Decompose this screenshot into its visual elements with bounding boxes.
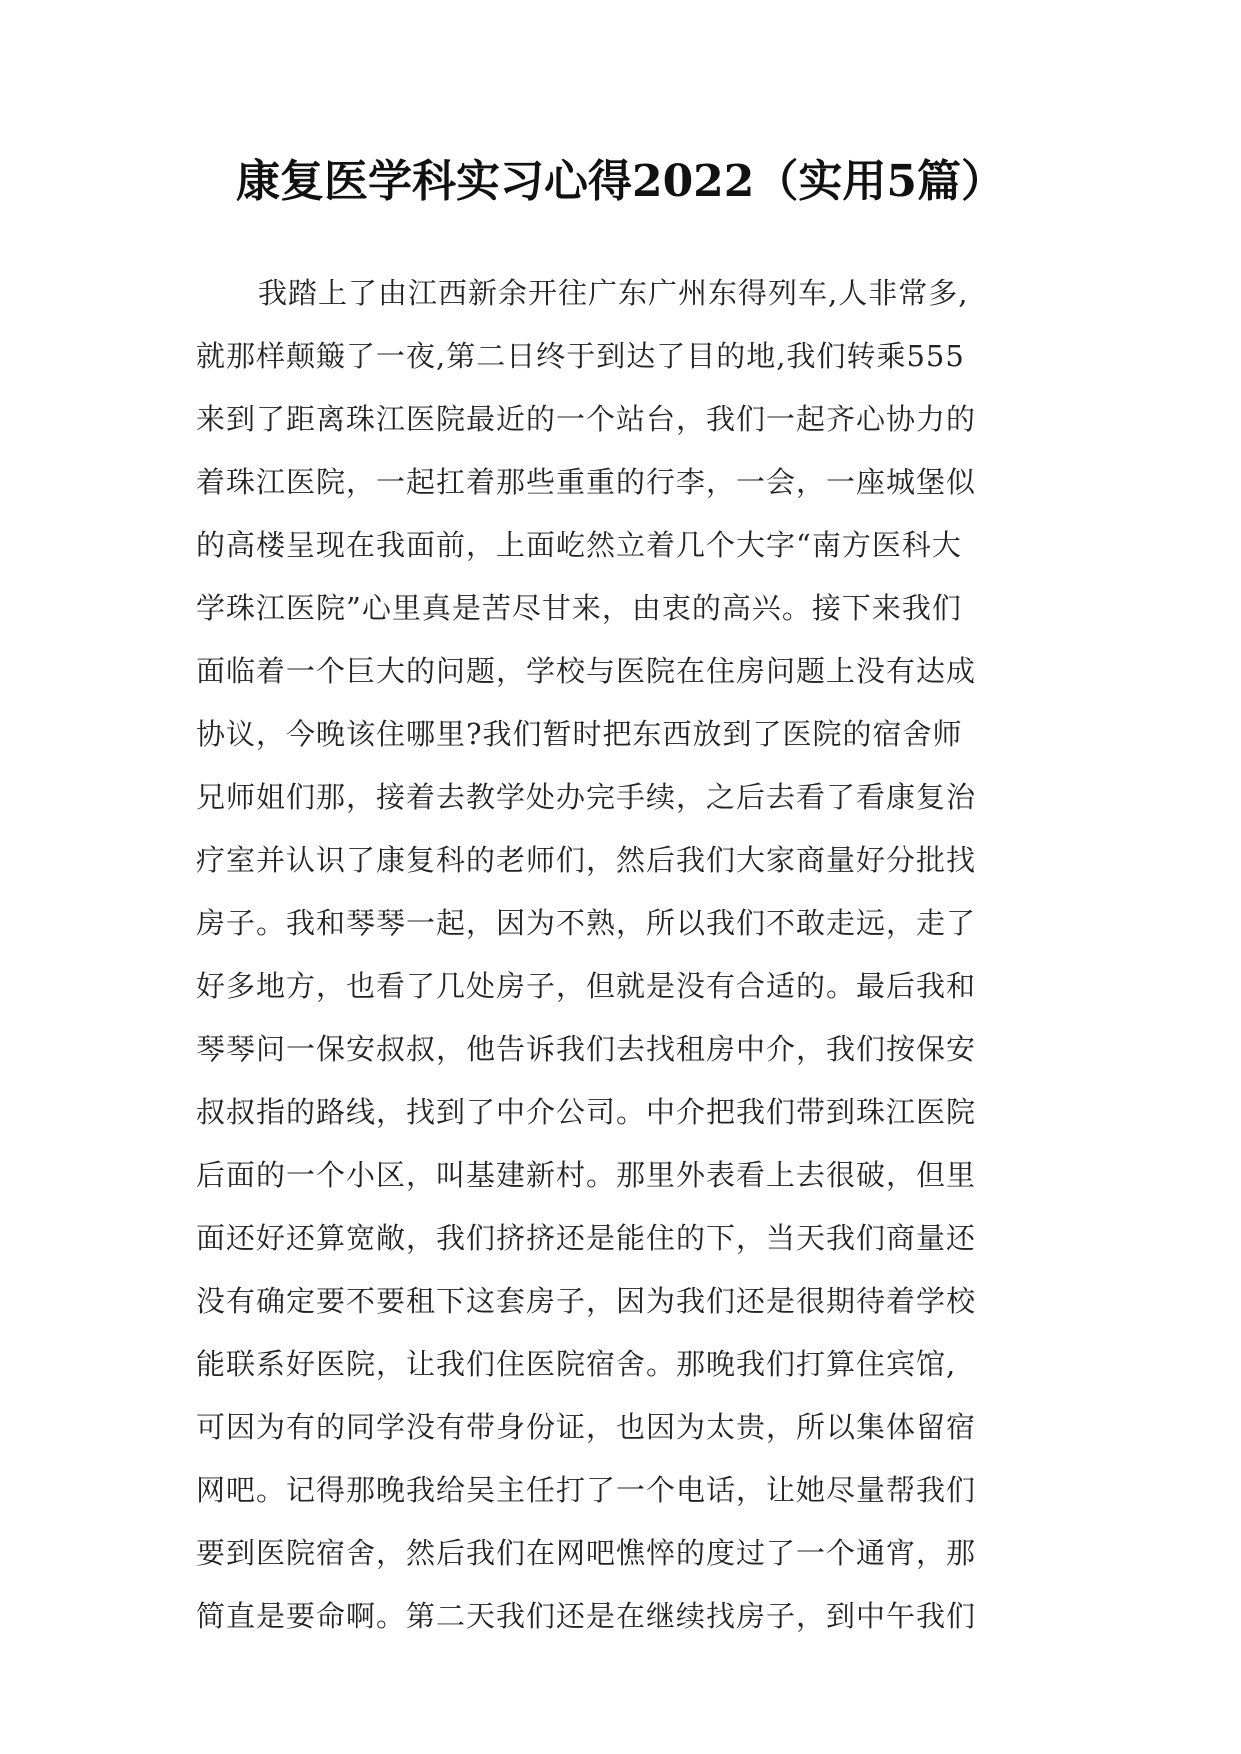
paragraph-line: 后面的一个小区，叫基建新村。那里外表看上去很破，但里 (196, 1158, 977, 1192)
paragraph-line: 网吧。记得那晚我给吴主任打了一个电话，让她尽量帮我们 (196, 1473, 977, 1507)
paragraph-line: 面临着一个巨大的问题，学校与医院在住房问题上没有达成 (196, 654, 977, 688)
paragraph-line: 兄师姐们那，接着去教学处办完手续，之后去看了看康复治 (196, 780, 977, 814)
paragraph-line: 学珠江医院”心里真是苦尽甘来，由衷的高兴。接下来我们 (196, 591, 962, 625)
paragraph-line: 可因为有的同学没有带身份证，也因为太贵，所以集体留宿 (196, 1410, 977, 1444)
paragraph-line: 叔叔指的路线，找到了中介公司。中介把我们带到珠江医院 (196, 1095, 977, 1129)
paragraph-line: 简直是要命啊。第二天我们还是在继续找房子，到中午我们 (196, 1599, 977, 1633)
paragraph-line: 来到了距离珠江医院最近的一个站台，我们一起齐心协力的 (196, 402, 977, 436)
paragraph-line: 能联系好医院，让我们住医院宿舍。那晚我们打算住宾馆, (196, 1347, 957, 1381)
paragraph-line: 好多地方，也看了几处房子，但就是没有合适的。最后我和 (196, 969, 977, 1003)
paragraph-line: 协议，今晚该住哪里?我们暂时把东西放到了医院的宿舍师 (196, 717, 963, 751)
paragraph-line: 琴琴问一保安叔叔，他告诉我们去找租房中介，我们按保安 (196, 1032, 977, 1066)
paragraph-line: 疗室并认识了康复科的老师们，然后我们大家商量好分批找 (196, 843, 977, 877)
paragraph-line: 着珠江医院，一起扛着那些重重的行李，一会，一座城堡似 (196, 465, 977, 499)
paragraph-line: 没有确定要不要租下这套房子，因为我们还是很期待着学校 (196, 1284, 977, 1318)
paragraph-line: 我踏上了由江西新余开往广东广州东得列车,人非常多, (258, 276, 969, 310)
paragraph-line: 要到医院宿舍，然后我们在网吧憔悴的度过了一个通宵，那 (196, 1536, 977, 1570)
paragraph-line: 的高楼呈现在我面前，上面屹然立着几个大字“南方医科大 (196, 528, 962, 562)
paragraph-line: 房子。我和琴琴一起，因为不熟，所以我们不敢走远，走了 (196, 906, 977, 940)
paragraph-line: 面还好还算宽敞，我们挤挤还是能住的下，当天我们商量还 (196, 1221, 977, 1255)
document-body (196, 262, 1056, 1648)
paragraph-line: 就那样颠簸了一夜,第二日终于到达了目的地,我们转乘555 (196, 339, 965, 373)
document-title: 康复医学科实习心得2022（实用5篇） (235, 156, 1006, 207)
